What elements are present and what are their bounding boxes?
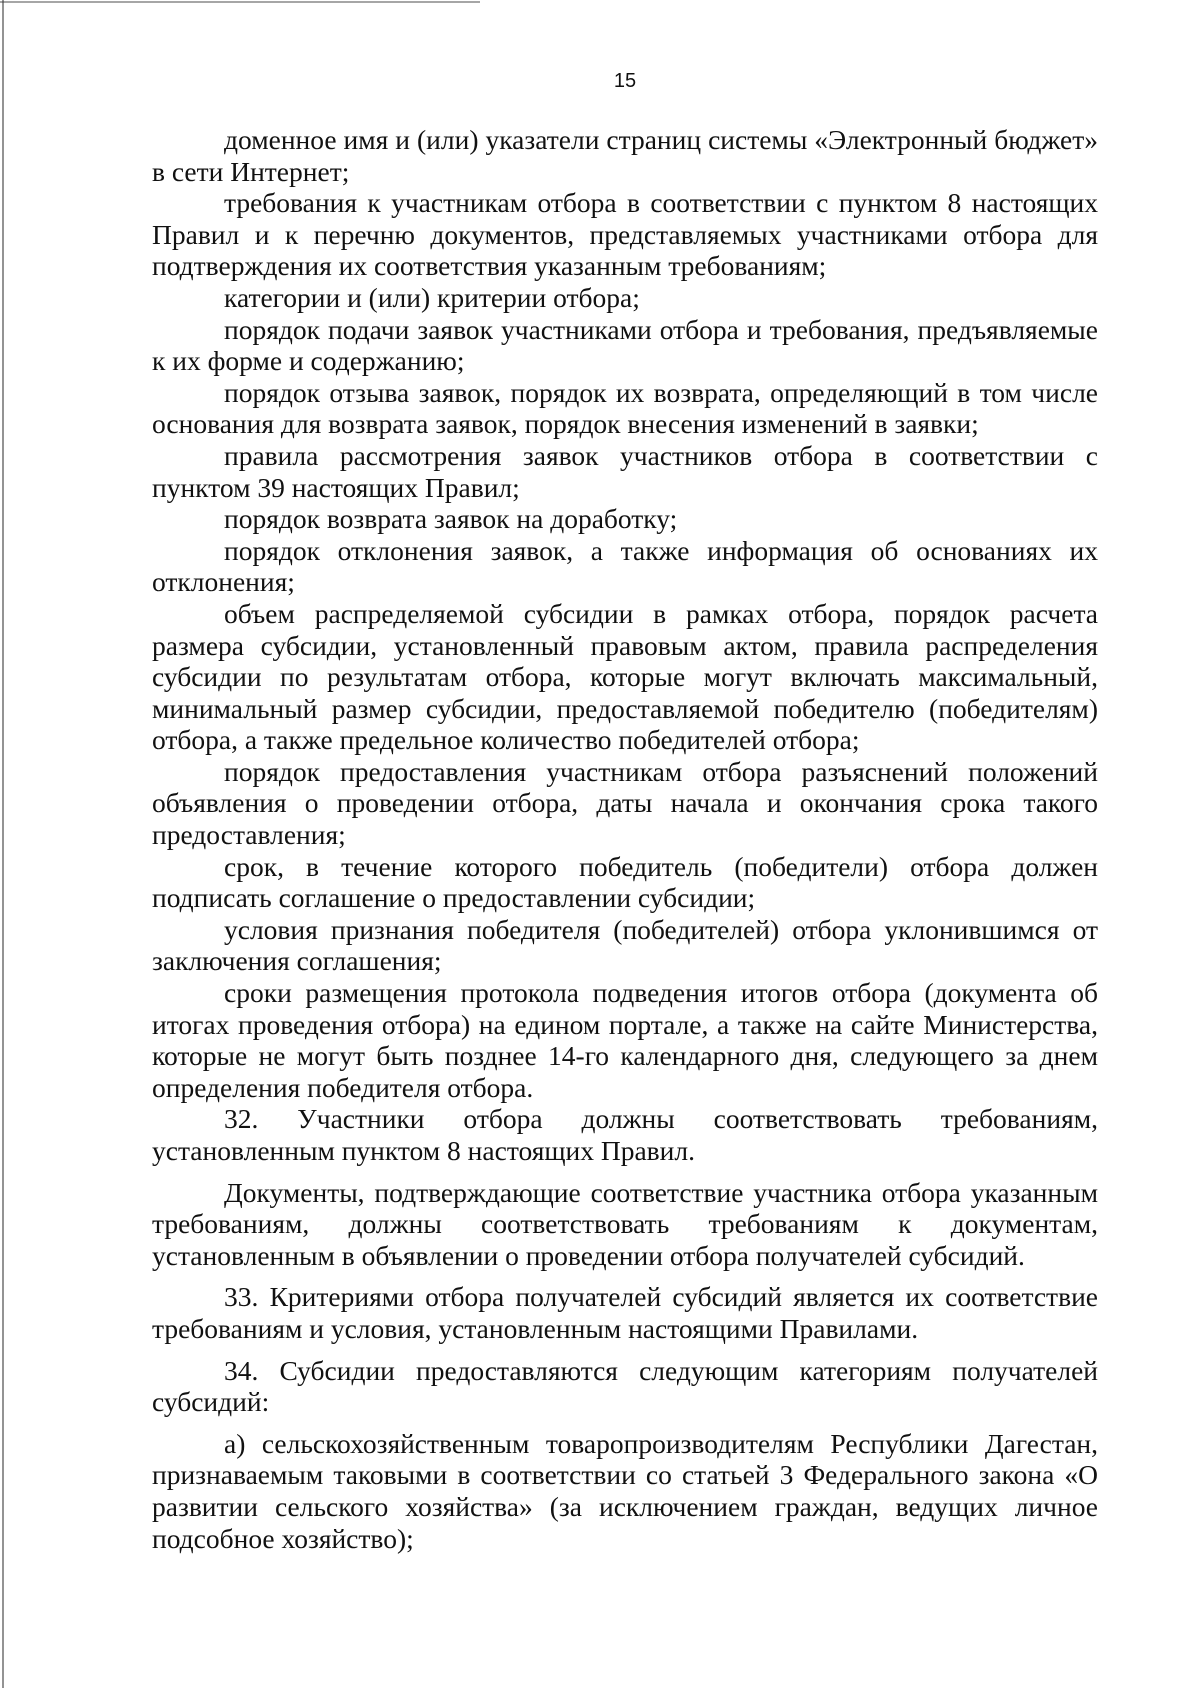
paragraph-agreement-deadline: срок, в течение которого победитель (победители) отбора должен подписать соглашение о предоставлении субсидии; — [152, 850, 1098, 914]
paragraph-selection-criteria: категории и (или) критерии отбора; — [224, 281, 640, 313]
paragraph-application-withdrawal: порядок отзыва заявок, порядок их возврата, определяющий в том числе основания для возврата заявок, порядок внесения изменений в заявки; — [152, 376, 1098, 440]
paragraph-section-32: 32. Участники отбора должны соответствовать требованиям, установленным пунктом 8 настоящих Правил. — [152, 1103, 1098, 1166]
paragraph-supporting-documents: Документы, подтверждающие соответствие участника отбора указанным требованиям, должны соответствовать требованиям к документам, установленным в объявлении о проведении отбора получателей субсидий. — [152, 1176, 1098, 1271]
scan-edge-top — [0, 1, 480, 3]
paragraph-protocol-deadlines: сроки размещения протокола подведения итогов отбора (документа об итогах проведения отбора) на едином портале, а также на сайте Министерства, которые не могут быть позднее 14-го календарного дня, следующего за днем определения победителя отбора. — [152, 977, 1098, 1103]
scan-edge-left — [2, 0, 4, 1688]
paragraph-section-34: 34. Субсидии предоставляются следующим категориям получателей субсидий: — [152, 1354, 1098, 1418]
paragraph-evasion-conditions: условия признания победителя (победителей) отбора уклонившимся от заключения соглашения; — [152, 913, 1098, 977]
paragraph-section-34-a: а) сельскохозяйственным товаропроизводителям Республики Дагестан, признаваемым таковыми в соответствии со статьей 3 Федерального закона «О развитии сельского хозяйства» (за исключением граждан, ведущих личное подсобное хозяйство); — [152, 1427, 1098, 1554]
page-number: 15 — [613, 70, 637, 92]
paragraph-participant-requirements: требования к участникам отбора в соответствии с пунктом 8 настоящих Правил и к перечню документов, представляемых участниками отбора для подтверждения их соответствия указанным требованиям; — [152, 187, 1098, 282]
paragraph-review-rules: правила рассмотрения заявок участников отбора в соответствии с пунктом 39 настоящих Правил; — [152, 439, 1098, 503]
paragraph-return-for-revision: порядок возврата заявок на доработку; — [224, 503, 678, 535]
paragraph-section-33: 33. Критериями отбора получателей субсидий является их соответствие требованиям и условия, установленным настоящими Правилами. — [152, 1281, 1098, 1344]
paragraph-clarifications: порядок предоставления участникам отбора разъяснений положений объявления о проведении отбора, даты начала и окончания срока такого предоставления; — [152, 755, 1098, 851]
paragraph-subsidy-volume: объем распределяемой субсидии в рамках отбора, порядок расчета размера субсидии, установленный правовым актом, правила распределения субсидии по результатам отбора, которые могут включать максимальный, минимальный размер субсидии, предоставляемой победителю (победителям) отбора, а также предельное количество победителей отбора; — [152, 597, 1098, 756]
document-body — [152, 124, 1098, 1554]
paragraph-domain-name: доменное имя и (или) указатели страниц системы «Электронный бюджет» в сети Интернет; — [152, 124, 1098, 187]
paragraph-application-procedure: порядок подачи заявок участниками отбора и требования, предъявляемые к их форме и содержанию; — [152, 313, 1098, 377]
paragraph-rejection-procedure: порядок отклонения заявок, а также информация об основаниях их отклонения; — [152, 534, 1098, 598]
